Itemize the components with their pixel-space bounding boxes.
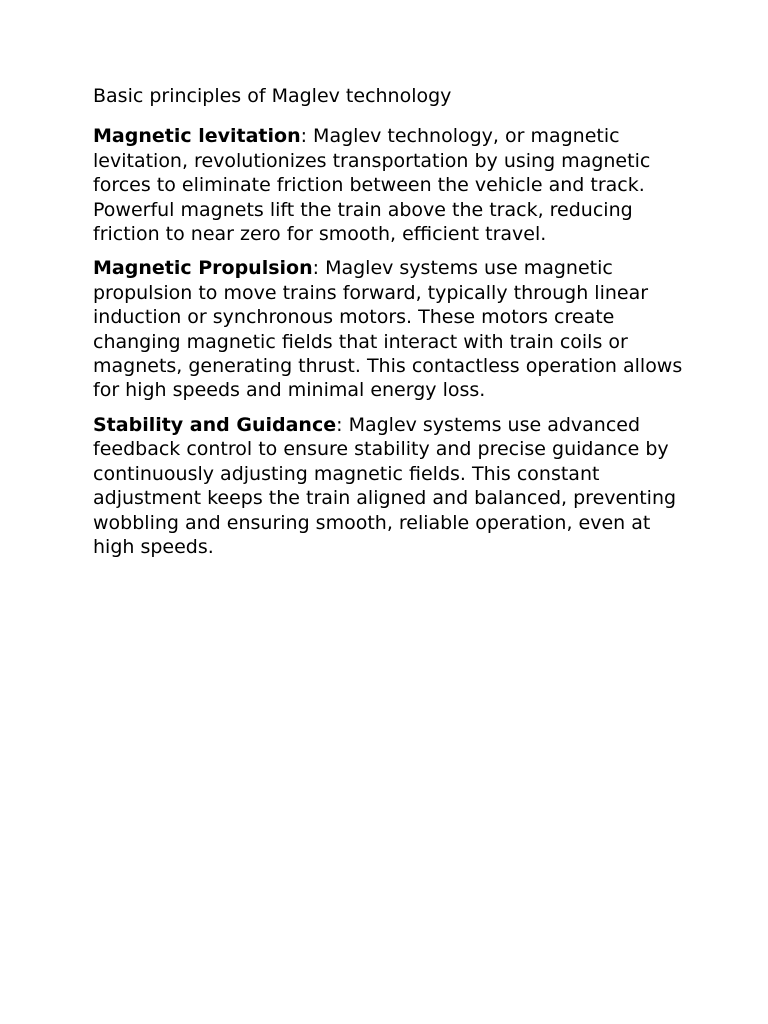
document-page xyxy=(93,84,693,569)
section-body: Maglev systems use magnetic propulsion to move trains forward, typically through linear induction or synchronous motors. These motors create changing magnetic fields that interact with train coils or magnets, generating thrust. This contactless operation allows for high speeds and minimal energy loss. xyxy=(93,257,683,402)
section-separator: : xyxy=(312,257,326,280)
section-magnetic-propulsion xyxy=(93,256,693,402)
section-body: Maglev systems use advanced feedback control to ensure stability and precise guidance by continuously adjusting magnetic fields. This constant adjustment keeps the train aligned and balanced, preventing wobbling and ensuring smooth, reliable operation, even at high speeds. xyxy=(93,413,677,558)
document-title: Basic principles of Maglev technology xyxy=(93,85,452,107)
section-separator: : xyxy=(300,125,314,148)
section-term: Magnetic levitation xyxy=(93,125,301,148)
section-separator: : xyxy=(336,413,349,436)
section-body: Maglev technology, or magnetic levitation, revolutionizes transportation by using magnetic forces to eliminate friction between the vehicle and track. Powerful magnets lift the train above the track, reducing friction to near zero for smooth, efficient travel. xyxy=(93,125,651,246)
section-term: Stability and Guidance xyxy=(93,413,337,436)
section-stability-guidance xyxy=(93,413,693,559)
section-term: Magnetic Propulsion xyxy=(93,257,313,280)
section-magnetic-levitation xyxy=(93,124,693,246)
